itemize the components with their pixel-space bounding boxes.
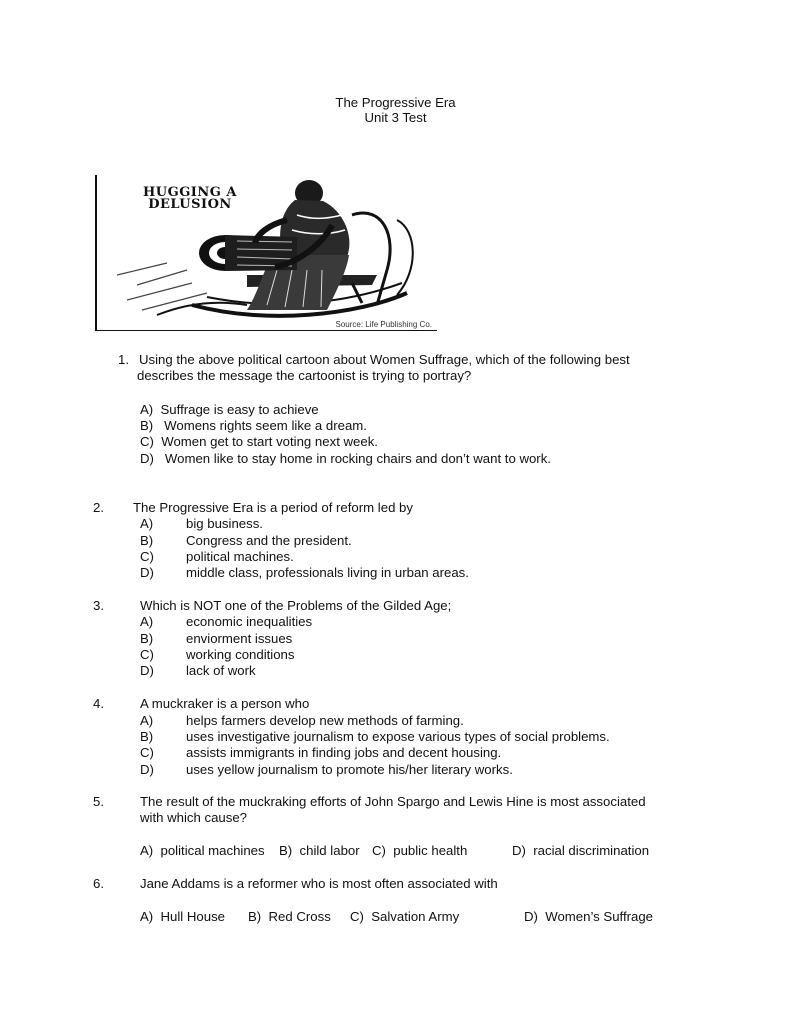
question-3-option-c-letter[interactable]: C) [140, 647, 154, 662]
option-text: political machines [160, 843, 265, 858]
question-1-option-d[interactable] [140, 451, 551, 467]
question-1-stem-line-2: describes the message the cartoonist is trying to portray? [137, 368, 472, 383]
question-1-option-c[interactable] [140, 434, 378, 450]
option-letter: B) [140, 418, 154, 433]
question-6-option-d[interactable] [524, 909, 653, 925]
option-text: Women’s Suffrage [545, 909, 654, 924]
question-4-option-d-text[interactable]: uses yellow journalism to promote his/her literary works. [186, 762, 513, 777]
option-text: Salvation Army [371, 909, 460, 924]
question-3-option-d-letter[interactable]: D) [140, 663, 154, 678]
question-1-option-b[interactable] [140, 418, 367, 434]
option-text: Women get to start voting next week. [161, 434, 378, 449]
question-5-stem-line-1: The result of the muckraking efforts of John Spargo and Lewis Hine is most associated [140, 794, 646, 809]
question-2-option-d-text[interactable]: middle class, professionals living in urban areas. [186, 565, 469, 580]
option-text: Suffrage is easy to achieve [160, 402, 319, 417]
option-text: Hull House [160, 909, 226, 924]
question-2-option-b-text[interactable]: Congress and the president. [186, 533, 352, 548]
question-5-number: 5. [93, 794, 104, 809]
question-1-stem-line-1: Using the above political cartoon about Women Suffrage, which of the following best [139, 352, 630, 367]
question-4-number: 4. [93, 696, 104, 711]
option-letter: C) [140, 434, 154, 449]
option-text: Red Cross [268, 909, 331, 924]
question-4-option-d-letter[interactable]: D) [140, 762, 154, 777]
question-6-stem: Jane Addams is a reformer who is most often associated with [140, 876, 498, 891]
page-subtitle: Unit 3 Test [364, 110, 427, 125]
option-letter: A) [140, 843, 154, 858]
question-2-option-b-letter[interactable]: B) [140, 533, 154, 548]
question-5-stem-line-2: with which cause? [140, 810, 248, 825]
option-text: Women like to stay home in rocking chairs and don’t want to work. [161, 451, 551, 466]
question-3-option-b-letter[interactable]: B) [140, 631, 154, 646]
option-letter: A) [140, 909, 154, 924]
question-4-option-c-text[interactable]: assists immigrants in finding jobs and decent housing. [186, 745, 502, 760]
question-3-option-a-letter[interactable]: A) [140, 614, 154, 629]
option-text: Womens rights seem like a dream. [160, 418, 367, 433]
question-4-stem: A muckraker is a person who [140, 696, 310, 711]
cartoon-baseline [95, 330, 437, 331]
question-2-option-d-letter[interactable]: D) [140, 565, 154, 580]
option-letter: C) [372, 843, 386, 858]
question-2-option-c-letter[interactable]: C) [140, 549, 154, 564]
question-2-option-c-text[interactable]: political machines. [186, 549, 294, 564]
question-3-number: 3. [93, 598, 104, 613]
option-letter: D) [140, 451, 154, 466]
question-5-option-a[interactable] [140, 843, 265, 859]
option-text: public health [393, 843, 468, 858]
option-letter: D) [512, 843, 526, 858]
option-letter: A) [140, 402, 154, 417]
question-3-option-d-text[interactable]: lack of work [186, 663, 256, 678]
question-3-option-b-text[interactable]: enviorment issues [186, 631, 293, 646]
question-4-option-b-text[interactable]: uses investigative journalism to expose various types of social problems. [186, 729, 610, 744]
option-letter: B) [248, 909, 262, 924]
question-3-option-c-text[interactable]: working conditions [186, 647, 295, 662]
question-1-number: 1. [118, 352, 129, 367]
page-title: The Progressive Era [335, 95, 456, 110]
question-4-option-c-letter[interactable]: C) [140, 745, 154, 760]
question-2-number: 2. [93, 500, 104, 515]
political-cartoon [95, 175, 437, 330]
question-6-option-b[interactable] [248, 909, 331, 925]
question-6-option-a[interactable] [140, 909, 225, 925]
cartoon-caption: HUGGING A DELUSION [142, 185, 237, 212]
cartoon-source-credit: Source: Life Publishing Co. [335, 320, 432, 329]
question-5-option-d[interactable] [512, 843, 649, 859]
option-letter: C) [350, 909, 364, 924]
question-6-option-c[interactable] [350, 909, 459, 925]
question-3-stem: Which is NOT one of the Problems of the Gilded Age; [140, 598, 452, 613]
question-4-option-a-letter[interactable]: A) [140, 713, 154, 728]
option-letter: D) [524, 909, 538, 924]
question-2-option-a-letter[interactable]: A) [140, 516, 154, 531]
question-2-stem: The Progressive Era is a period of reform led by [133, 500, 413, 515]
question-1-option-a[interactable] [140, 402, 319, 418]
question-4-option-a-text[interactable]: helps farmers develop new methods of farming. [186, 713, 464, 728]
question-6-number: 6. [93, 876, 104, 891]
option-text: child labor [299, 843, 360, 858]
option-text: racial discrimination [533, 843, 650, 858]
question-2-option-a-text[interactable]: big business. [186, 516, 263, 531]
question-4-option-b-letter[interactable]: B) [140, 729, 154, 744]
question-5-option-b[interactable] [279, 843, 360, 859]
question-5-option-c[interactable] [372, 843, 467, 859]
option-letter: B) [279, 843, 293, 858]
question-3-option-a-text[interactable]: economic inequalities [186, 614, 313, 629]
